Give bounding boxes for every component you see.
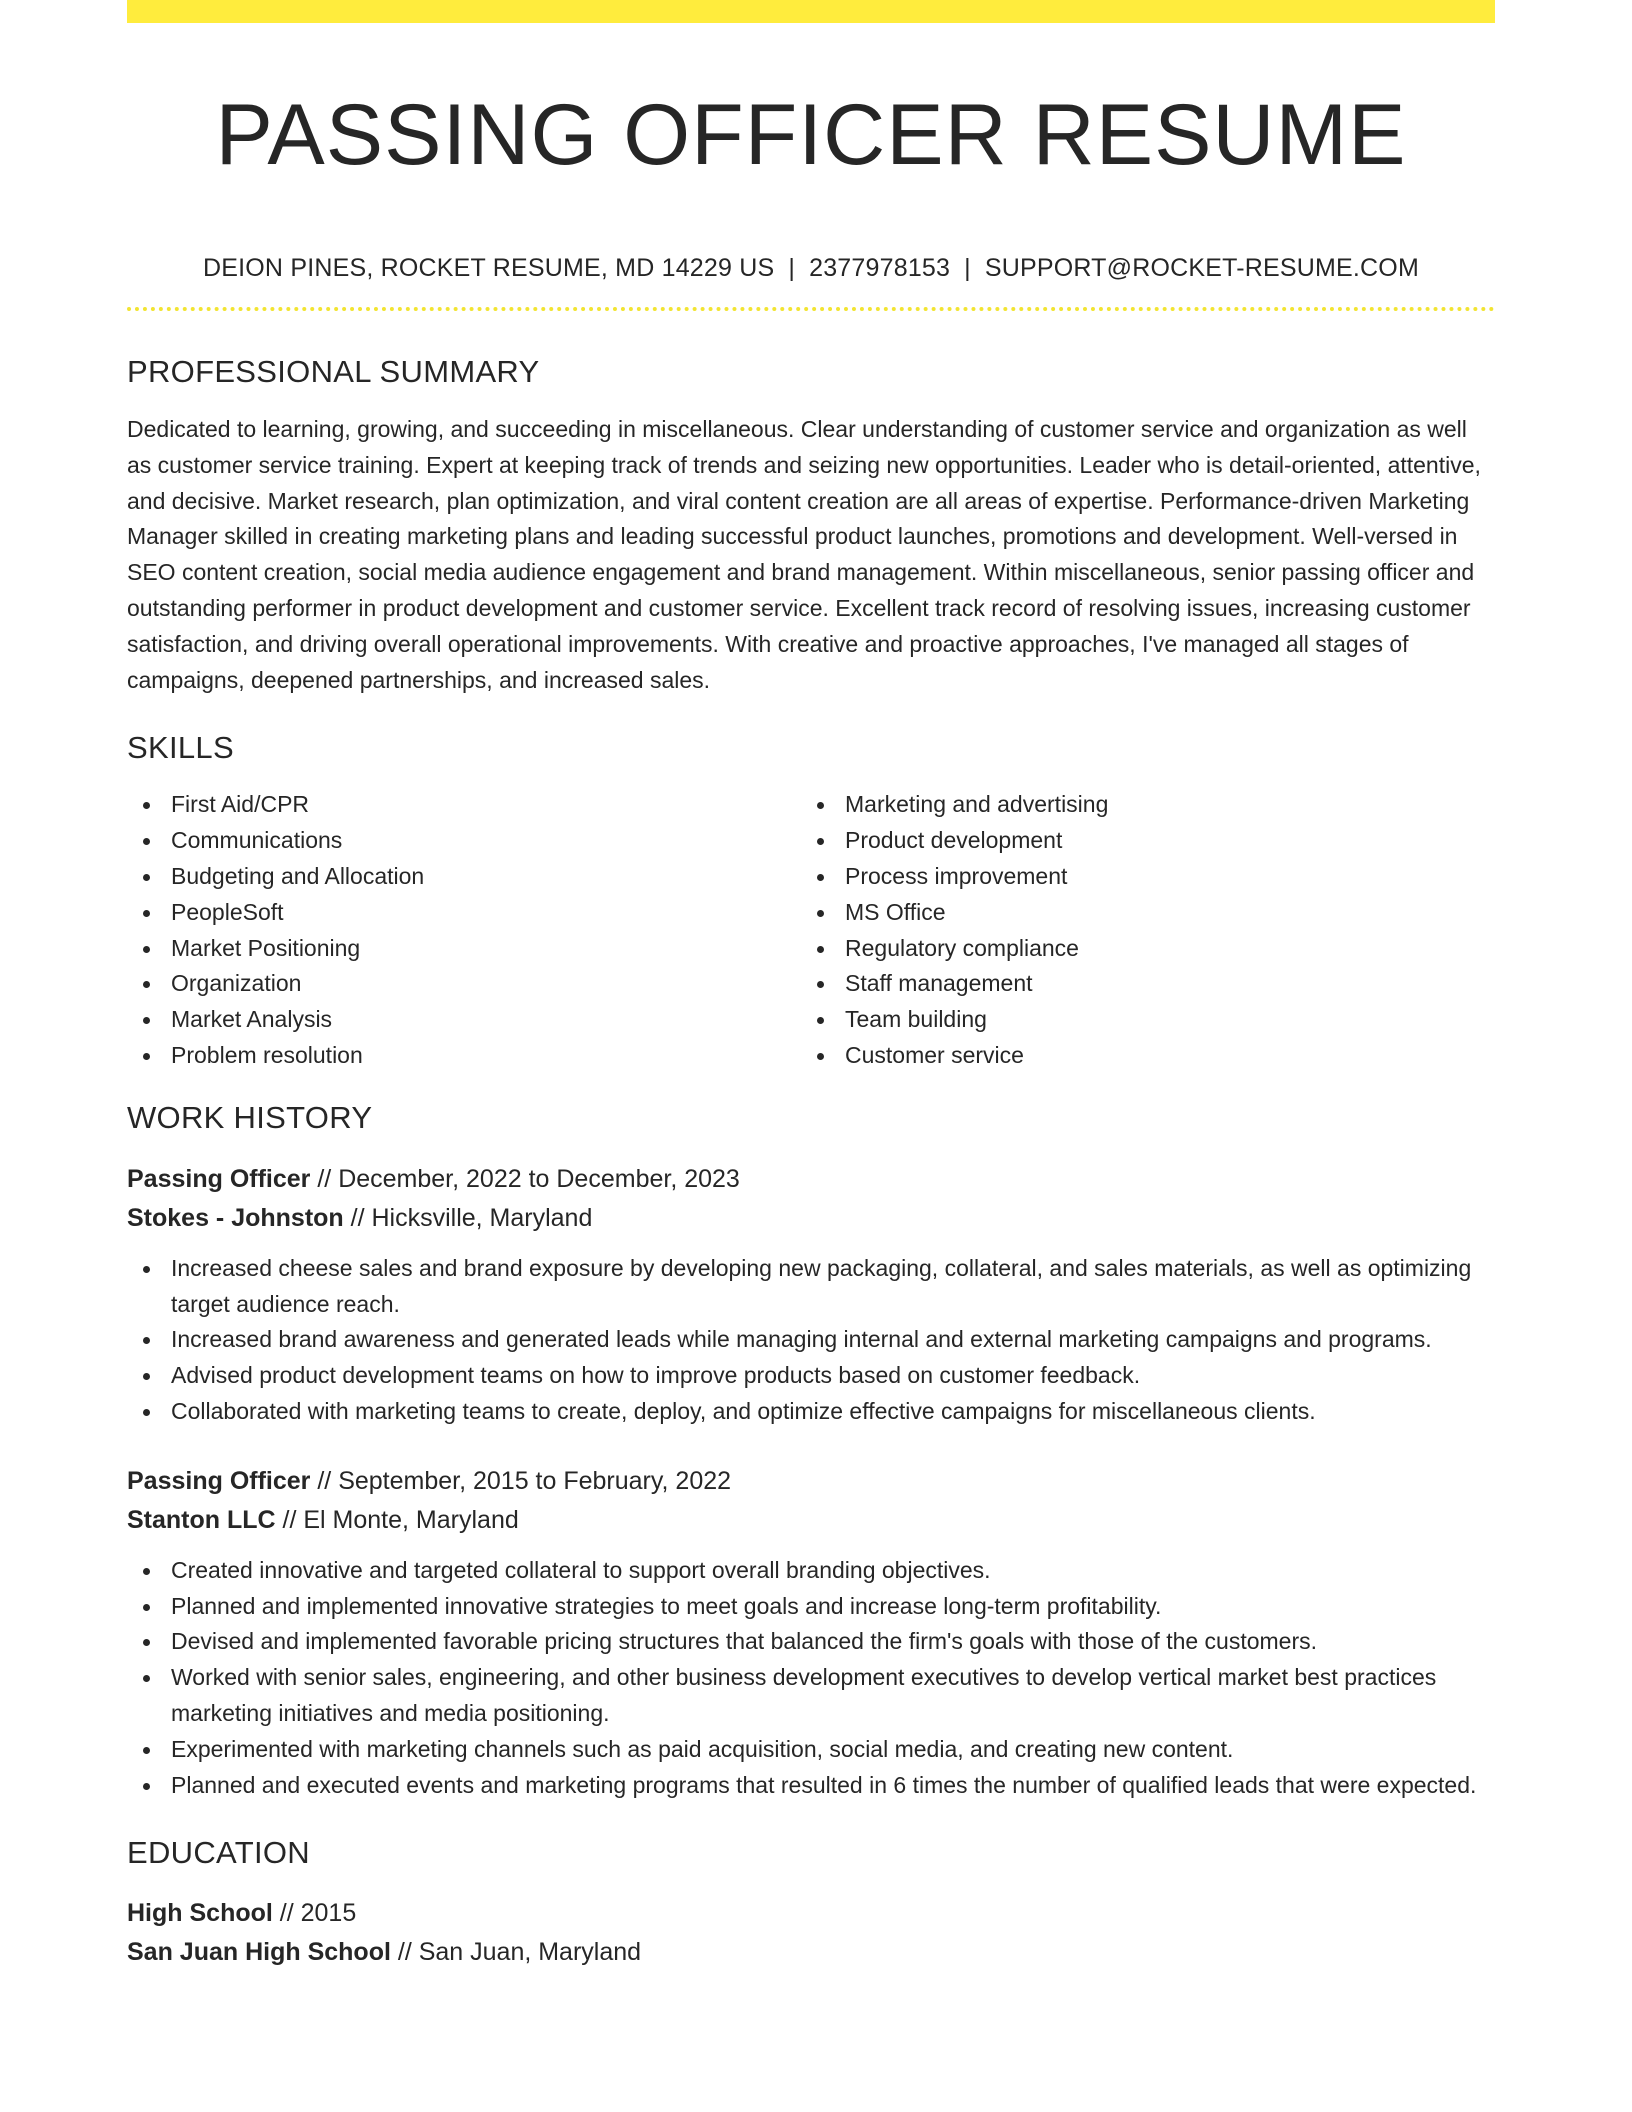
bullet-dot	[143, 981, 150, 988]
job-bullet	[127, 1660, 1495, 1732]
job-bullet-text: Advised product development teams on how to improve products based on customer feedback.	[171, 1362, 1141, 1389]
bullet-dot	[143, 1373, 150, 1380]
contact-separator: |	[788, 254, 796, 282]
bullet-dot	[143, 1409, 150, 1416]
bullet-dot	[143, 1053, 150, 1060]
job-bullet-text: Devised and implemented favorable pricing structures that balanced the firm's goals with those of the customers.	[171, 1628, 1318, 1655]
bullet-dot	[817, 1017, 824, 1024]
skill-item-text: Marketing and advertising	[845, 791, 1109, 818]
bullet-dot	[143, 1266, 150, 1273]
job-bullet	[127, 1251, 1495, 1323]
skill-item-text: Communications	[171, 827, 343, 854]
bullet-dot	[143, 1747, 150, 1754]
summary-text: Dedicated to learning, growing, and succeeding in miscellaneous. Clear understanding of customer service and organization as well as customer service training. Expert at keeping track of trends and seizing new opportunities. Leader who is detail-oriented, attentive, and decisive. Market research, plan optimization, and viral content creation are all areas of expertise. Performance-driven Marketing Manager skilled in creating marketing plans and leading successful product launches, promotions and development. Well-versed in SEO content creation, social media audience engagement and brand management. Within miscellaneous, senior passing officer and outstanding performer in product development and customer service. Excellent track record of resolving issues, increasing customer satisfaction, and driving overall operational improvements. With creative and proactive approaches, I've managed all stages of campaigns, deepened partnerships, and increased sales.	[127, 416, 1481, 693]
bullet-dot	[817, 874, 824, 881]
skill-item	[127, 1002, 801, 1038]
education-degree-line	[127, 1894, 1495, 1933]
skill-item-text: Staff management	[845, 970, 1033, 997]
skill-item	[127, 823, 801, 859]
skill-item	[127, 787, 801, 823]
education-entry	[127, 1894, 1495, 1972]
job-location: // El Monte, Maryland	[275, 1505, 519, 1534]
job-bullet-text: Experimented with marketing channels such as paid acquisition, social media, and creating new content.	[171, 1735, 1234, 1762]
job-entry	[127, 1462, 1495, 1804]
bullet-dot	[817, 910, 824, 917]
bullet-dot	[143, 838, 150, 845]
education-year: // 2015	[272, 1899, 357, 1928]
job-dates: // December, 2022 to December, 2023	[310, 1164, 740, 1193]
job-title: Passing Officer	[127, 1466, 311, 1495]
skill-item-text: Organization	[171, 970, 302, 997]
job-bullet-text: Worked with senior sales, engineering, and other business development executives to develop vertical market best practices marketing initiatives and media positioning.	[171, 1664, 1437, 1726]
job-company: Stanton LLC	[127, 1505, 276, 1534]
job-bullet	[127, 1768, 1495, 1804]
skill-item	[801, 895, 1475, 931]
job-company-line	[127, 1501, 1495, 1540]
job-bullet-text: Increased cheese sales and brand exposure by developing new packaging, collateral, and sales materials, as well as optimizing target audience reach.	[171, 1254, 1472, 1317]
skill-item-text: Problem resolution	[171, 1041, 363, 1068]
bullet-dot	[143, 946, 150, 953]
job-company-line	[127, 1199, 1495, 1238]
education-school: San Juan High School	[127, 1938, 391, 1967]
bullet-dot	[143, 1568, 150, 1575]
job-title-line	[127, 1462, 1495, 1501]
job-bullet-text: Increased brand awareness and generated leads while managing internal and external marketing campaigns and programs.	[171, 1326, 1432, 1353]
job-bullet-text: Planned and implemented innovative strategies to meet goals and increase long-term profitability.	[171, 1592, 1162, 1619]
skill-item	[801, 859, 1475, 895]
skill-item-text: Market Positioning	[171, 934, 361, 961]
job-bullet-text: Planned and executed events and marketing programs that resulted in 6 times the number of qualified leads that were expected.	[171, 1771, 1477, 1798]
skills-list-left	[127, 787, 801, 1073]
skill-item-text: Customer service	[845, 1041, 1024, 1068]
job-bullet	[127, 1553, 1495, 1589]
bullet-dot	[143, 910, 150, 917]
skill-item	[801, 787, 1475, 823]
job-title-line	[127, 1160, 1495, 1199]
education-heading: EDUCATION	[127, 1835, 310, 1871]
job-title: Passing Officer	[127, 1164, 311, 1193]
skill-item	[127, 859, 801, 895]
job-location: // Hicksville, Maryland	[343, 1203, 593, 1232]
skills-columns	[127, 787, 1495, 1073]
bullet-dot	[817, 802, 824, 809]
bullet-dot	[143, 1017, 150, 1024]
dotted-divider	[127, 307, 1495, 311]
contact-address: DEION PINES, ROCKET RESUME, MD 14229 US	[203, 254, 775, 282]
skill-item-text: Budgeting and Allocation	[171, 862, 425, 889]
job-dates: // September, 2015 to February, 2022	[310, 1466, 732, 1495]
skill-item-text: First Aid/CPR	[171, 791, 310, 818]
work-history-list	[127, 1160, 1495, 1804]
resume-page	[127, 0, 1495, 1972]
resume-title: PASSING OFFICER RESUME	[215, 87, 1407, 183]
skill-item	[127, 966, 801, 1002]
bullet-dot	[817, 1053, 824, 1060]
skill-item	[801, 1002, 1475, 1038]
bullet-dot	[817, 981, 824, 988]
bullet-dot	[817, 946, 824, 953]
skill-item-text: MS Office	[845, 898, 946, 925]
job-bullet	[127, 1394, 1495, 1430]
job-bullet	[127, 1732, 1495, 1768]
job-bullets	[127, 1251, 1495, 1430]
bullet-dot	[143, 1783, 150, 1790]
bullet-dot	[817, 838, 824, 845]
job-bullet	[127, 1322, 1495, 1358]
bullet-dot	[143, 802, 150, 809]
skill-item-text: Product development	[845, 827, 1063, 854]
job-company: Stokes - Johnston	[127, 1203, 344, 1232]
bullet-dot	[143, 1639, 150, 1646]
job-bullet-text: Collaborated with marketing teams to create, deploy, and optimize effective campaigns for miscellaneous clients.	[171, 1397, 1316, 1424]
education-location: // San Juan, Maryland	[390, 1938, 642, 1967]
skill-item	[801, 823, 1475, 859]
work-history-heading: WORK HISTORY	[127, 1099, 373, 1135]
bullet-dot	[143, 1337, 150, 1344]
skill-item	[801, 966, 1475, 1002]
job-bullet	[127, 1624, 1495, 1660]
skills-heading: SKILLS	[127, 730, 234, 766]
contact-email: SUPPORT@ROCKET-RESUME.COM	[984, 254, 1419, 282]
skill-item-text: Team building	[845, 1006, 987, 1033]
education-school-line	[127, 1933, 1495, 1972]
bullet-dot	[143, 1604, 150, 1611]
job-bullets	[127, 1553, 1495, 1804]
summary-heading: PROFESSIONAL SUMMARY	[127, 354, 540, 389]
skill-item-text: PeopleSoft	[171, 898, 284, 925]
bullet-dot	[143, 874, 150, 881]
contact-separator: |	[964, 254, 971, 282]
skill-item	[801, 1038, 1475, 1074]
bullet-dot	[143, 1675, 150, 1682]
job-bullet-text: Created innovative and targeted collateral to support overall branding objectives.	[171, 1556, 991, 1583]
skill-item-text: Regulatory compliance	[845, 934, 1079, 961]
skill-item	[127, 931, 801, 967]
skill-item	[127, 895, 801, 931]
contact-line	[127, 253, 1495, 283]
job-bullet	[127, 1589, 1495, 1625]
job-bullet	[127, 1358, 1495, 1394]
accent-top-bar	[127, 0, 1495, 23]
skills-list-right	[801, 787, 1475, 1073]
skill-item	[127, 1038, 801, 1074]
contact-phone: 2377978153	[809, 254, 951, 282]
education-degree: High School	[127, 1899, 273, 1928]
job-entry	[127, 1160, 1495, 1430]
skill-item	[801, 931, 1475, 967]
skill-item-text: Process improvement	[845, 862, 1068, 889]
skill-item-text: Market Analysis	[171, 1006, 333, 1033]
